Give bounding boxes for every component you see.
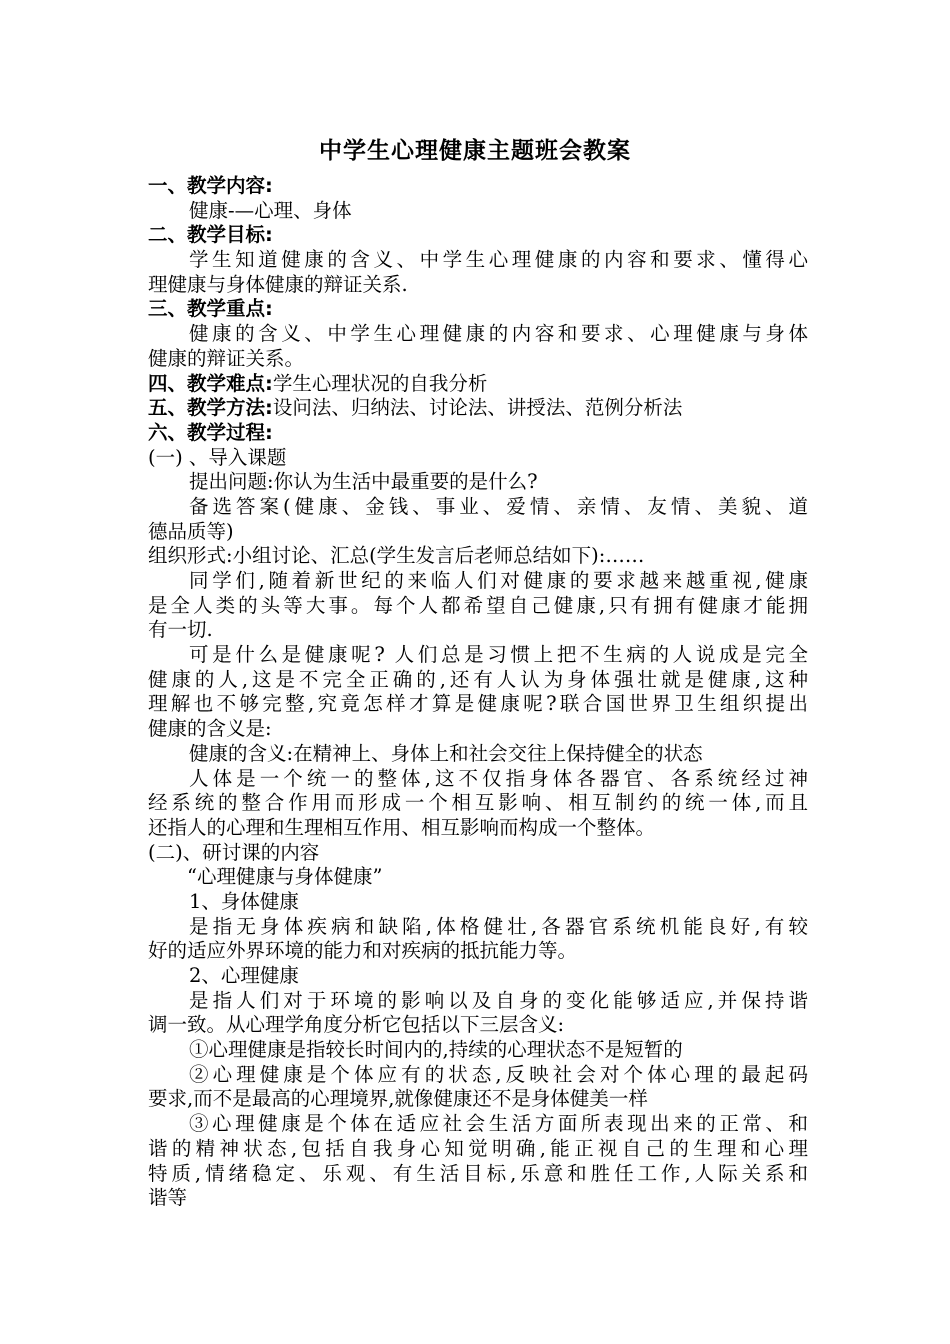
- section-heading: 五、教学方法:: [148, 396, 273, 420]
- numbered-item: ③心理健康是个体在适应社会生活方面所表现出来的正常、和: [189, 1112, 808, 1136]
- paragraph-line: 要求,而不是最高的心理境界,就像健康还不是身体健美一样: [148, 1087, 648, 1111]
- paragraph-line: 健康的含义是:: [148, 717, 272, 741]
- list-heading: 2、心理健康: [189, 964, 299, 987]
- section-heading: 三、教学重点:: [148, 297, 273, 321]
- paragraph-line: 组织形式:小组讨论、汇总(学生发言后老师总结如下):……: [148, 544, 645, 568]
- paragraph-line: 有一切.: [148, 618, 213, 642]
- paragraph-line: 调一致。从心理学角度分析它包括以下三层含义:: [148, 1013, 565, 1037]
- subsection-heading: (二)、研讨课的内容: [148, 840, 320, 864]
- document-title: 中学生心理健康主题班会教案: [319, 138, 631, 164]
- paragraph-line: 健康的含义、中学生心理健康的内容和要求、心理健康与身体: [189, 322, 808, 346]
- paragraph-line: “心理健康与身体健康”: [187, 865, 383, 889]
- paragraph-line: 健康的人,这是不完全正确的,还有人认为身体强壮就是健康,这种: [148, 667, 808, 691]
- paragraph-line: 提出问题:你认为生活中最重要的是什么?: [189, 470, 538, 494]
- paragraph-line: 好的适应外界环境的能力和对疾病的抵抗能力等。: [148, 939, 578, 963]
- paragraph-line: 经系统的整合作用而形成一个相互影响、相互制约的统一体,而且: [148, 791, 808, 815]
- section-heading: 二、教学目标:: [148, 223, 273, 247]
- section-value: 学生心理状况的自我分析: [272, 371, 488, 395]
- numbered-item: ①心理健康是指较长时间内的,持续的心理状态不是短暂的: [189, 1038, 683, 1062]
- paragraph-line: 理健康与身体健康的辩证关系.: [148, 272, 408, 296]
- section-value: 设问法、归纳法、讨论法、讲授法、范例分析法: [272, 396, 683, 420]
- paragraph-line: 健康-—心理、身体: [189, 198, 352, 222]
- paragraph-line: 是指人们对于环境的影响以及自身的变化能够适应,并保持谐: [189, 988, 808, 1012]
- paragraph-line: 健康的辩证关系。: [148, 346, 305, 370]
- section-heading: 四、教学难点:: [148, 371, 273, 395]
- subsection-heading: (一) 、导入课题: [148, 445, 287, 469]
- list-heading: 1、身体健康: [189, 889, 299, 913]
- section-line: [148, 396, 808, 421]
- numbered-item: ②心理健康是个体应有的状态,反映社会对个体心理的最起码: [189, 1062, 808, 1086]
- paragraph-line: 德品质等): [148, 519, 234, 543]
- paragraph-line: 谐等: [148, 1186, 188, 1210]
- section-heading: 一、教学内容:: [148, 174, 273, 197]
- paragraph-line: 理解也不够完整,究竟怎样才算是健康呢?联合国世界卫生组织提出: [148, 692, 808, 716]
- paragraph-line: 健康的含义:在精神上、身体上和社会交往上保持健全的状态: [189, 741, 703, 765]
- paragraph-line: 是指无身体疾病和缺陷,体格健壮,各器官系统机能良好,有较: [189, 914, 808, 938]
- paragraph-line: 特质,情绪稳定、乐观、有生活目标,乐意和胜任工作,人际关系和: [148, 1161, 808, 1185]
- paragraph-line: 还指人的心理和生理相互作用、相互影响而构成一个整体。: [148, 815, 656, 839]
- paragraph-line: 谐的精神状态,包括自我身心知觉明确,能正视自己的生理和心理: [148, 1136, 808, 1160]
- section-line: [148, 372, 808, 397]
- document-body: [148, 174, 808, 1211]
- paragraph-line: 学生知道健康的含义、中学生心理健康的内容和要求、懂得心: [189, 248, 808, 272]
- paragraph-line: 是全人类的头等大事。每个人都希望自己健康,只有拥有健康才能拥: [148, 593, 808, 617]
- paragraph-line: 可是什么是健康呢? 人们总是习惯上把不生病的人说成是完全: [189, 643, 808, 667]
- paragraph-line: 同学们,随着新世纪的来临人们对健康的要求越来越重视,健康: [189, 569, 808, 592]
- section-heading: 六、教学过程:: [148, 420, 273, 444]
- paragraph-line: 备选答案(健康、金钱、事业、爱情、亲情、友情、美貌、道: [189, 494, 808, 518]
- paragraph-line: 人体是一个统一的整体,这不仅指身体各器官、各系统经过神: [189, 766, 808, 790]
